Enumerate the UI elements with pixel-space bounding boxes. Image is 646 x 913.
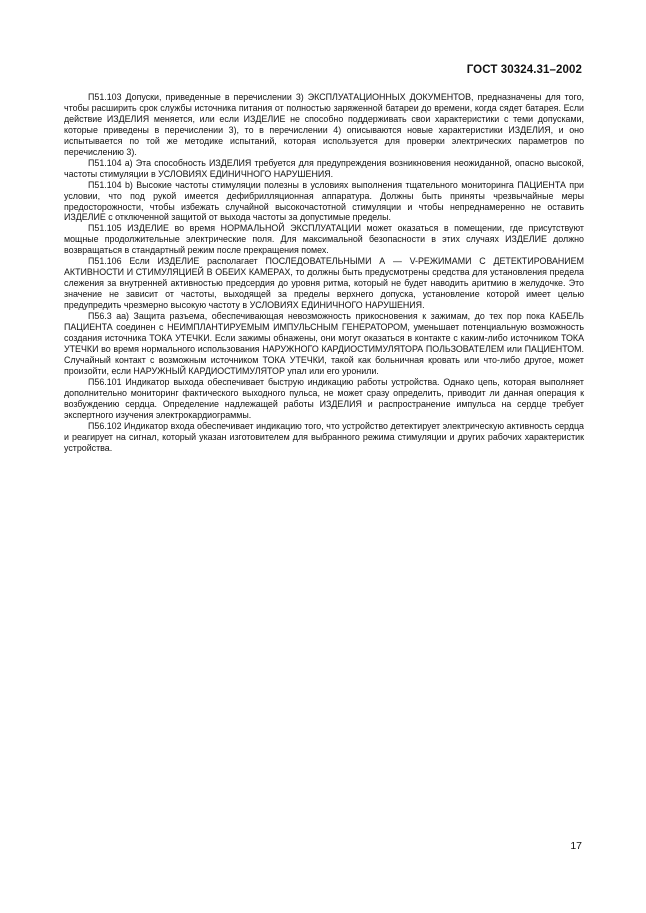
- paragraph-p51-105: П51.105 ИЗДЕЛИЕ во время НОРМАЛЬНОЙ ЭКСПЛУАТАЦИИ может оказаться в помещении, где присутствуют мощные продолжительные электрические поля. Для максимальной безопасности в этих случаях ИЗДЕЛИЕ должно возвращаться в стандартный режим после прекращения помех.: [64, 223, 584, 256]
- standard-code-header: ГОСТ 30324.31–2002: [466, 64, 582, 76]
- document-body: [64, 92, 584, 453]
- paragraph-p56-101: П56.101 Индикатор выхода обеспечивает быструю индикацию работы устройства. Однако цепь, которая выполняет дополнительно мониторинг фактического выходного пульса, не может сразу определить, приводит ли данная операция к возбуждению сердца. Определение надлежащей работы ИЗДЕЛИЯ и распространение импульса на сердце требует экспертного изучения электрокардиограммы.: [64, 376, 584, 420]
- paragraph-p51-106: П51.106 Если ИЗДЕЛИЕ располагает ПОСЛЕДОВАТЕЛЬНЫМИ А — V-РЕЖИМАМИ С ДЕТЕКТИРОВАНИЕМ АКТИВНОСТИ И СТИМУЛЯЦИЕЙ В ОБЕИХ КАМЕРАХ, то должны быть предусмотрены средства для установления предела слежения за внутренней активностью предсердия до уровня ритма, который не будет наводить аритмию в желудочке. Это значение не зависит от частоты, выходящей за пределы верхнего допуска, установление которой имеет целью предупредить чрезмерно высокую частоту в УСЛОВИЯХ ЕДИНИЧНОГО НАРУШЕНИЯ.: [64, 256, 584, 311]
- paragraph-p56-102: П56.102 Индикатор входа обеспечивает индикацию того, что устройство детектирует электрическую активность сердца и реагирует на сигнал, который указан изготовителем для выбранного режима стимуляции и других рабочих характеристик устройства.: [64, 420, 584, 453]
- paragraph-p51-104b: П51.104 b) Высокие частоты стимуляции полезны в условиях выполнения тщательного мониторинга ПАЦИЕНТА при условии, что под рукой имеется дефибрилляционная аппаратура. Должны быть приняты чрезвычайные меры предосторожности, чтобы избежать случайной высокочастотной стимуляции и чтобы непреднамеренно не оставить ИЗДЕЛИЕ с отключенной защитой от выхода частоты за допустимые пределы.: [64, 179, 584, 223]
- paragraph-p56-3aa: П56.3 aa) Защита разъема, обеспечивающая невозможность прикосновения к зажимам, до тех пор пока КАБЕЛЬ ПАЦИЕНТА соединен с НЕИМПЛАНТИРУЕМЫМ ИМПУЛЬСНЫМ ГЕНЕРАТОРОМ, уменьшает потенциальную возможность создания источника ТОКА УТЕЧКИ. Если зажимы обнажены, они могут оказаться в контакте с каким-либо источником ТОКА УТЕЧКИ во время нормального использования НАРУЖНОГО КАРДИОСТИМУЛЯТОРА ПОЛЬЗОВАТЕЛЕМ или ПАЦИЕНТОМ. Случайный контакт с возможным источником ТОКА УТЕЧКИ, такой как больничная кровать или что-либо другое, может произойти, если НАРУЖНЫЙ КАРДИОСТИМУЛЯТОР упал или его уронили.: [64, 311, 584, 376]
- page-number: 17: [570, 840, 582, 852]
- paragraph-p51-103: П51.103 Допуски, приведенные в перечислении 3) ЭКСПЛУАТАЦИОННЫХ ДОКУМЕНТОВ, предназначены для того, чтобы расширить срок службы источника питания от полностью заряженной батареи до времени, когда сядет батарея. Если действие ИЗДЕЛИЯ меняется, или если ИЗДЕЛИЕ не способно поддерживать свои характеристики с теми допусками, которые приведены в перечислении 3), то в перечислении 4) описываются новые характеристики ИЗДЕЛИЯ, и оно испытывается по той же методике испытаний, которая используется для проверки электрических параметров по перечислению 3).: [64, 92, 584, 157]
- paragraph-p51-104a: П51.104 a) Эта способность ИЗДЕЛИЯ требуется для предупреждения возникновения неожиданной, опасно высокой, частоты стимуляции в УСЛОВИЯХ ЕДИНИЧНОГО НАРУШЕНИЯ.: [64, 157, 584, 179]
